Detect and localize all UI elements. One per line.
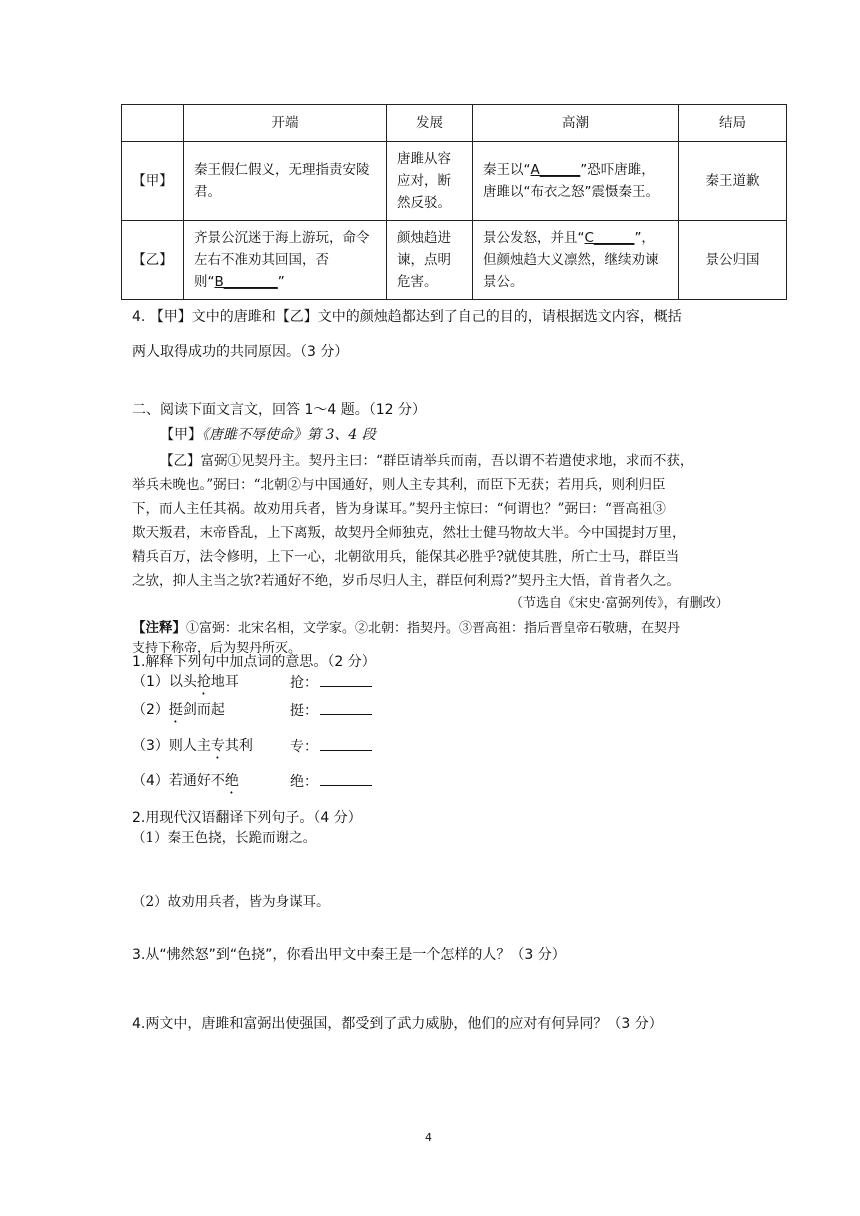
blank-b: B________ (214, 274, 278, 290)
question-1-title: 1.解释下列句中加点词的意思。（2 分） (132, 654, 376, 670)
header-cell-blank (122, 105, 184, 142)
q1-answer-1 (290, 672, 372, 693)
cell-development: 颜烛趋进谏，点明危害。 (387, 221, 473, 300)
item-number: （2） (132, 702, 169, 718)
blank-a: A______ (530, 162, 581, 178)
dotted-word: 绝 (224, 773, 239, 789)
passage-line: 举兵未晚也。”弼曰：“北朝②与中国通好，则人主专其利，而臣下无获；若用兵，则利归臣 (132, 477, 666, 493)
dotted-word: 挺 (168, 702, 183, 718)
cell-ending: 景公归国 (679, 221, 787, 300)
jia-label: 【甲】 (160, 427, 202, 443)
question-4: 4.两文中，唐雎和富弼出使强国，都受到了武力威胁，他们的应对有何异同？（3 分） (132, 1016, 663, 1032)
item-text-pre: 则人主 (168, 738, 211, 754)
row-label: 【乙】 (122, 221, 184, 300)
climax-text-a: 景公发怒，并且“ (483, 230, 585, 246)
cell-start (184, 221, 387, 300)
passage-line: 下，而人主任其祸。故劝用兵者，皆为身谋耳。”契丹主惊曰：“何谓也？”弼曰：“晋高祖③ (132, 501, 666, 517)
q1-item-3 (132, 736, 253, 762)
answer-blank[interactable] (320, 736, 372, 751)
item-text-post: 其利 (224, 738, 253, 754)
passage-line: 精兵百万，法令修明，上下一心，北朝欲用兵，能保其必胜乎?就使其胜，所亡士马，群臣当 (132, 549, 680, 565)
question-3: 3.从“怫然怒”到“色挠”，你看出甲文中秦王是一个怎样的人？（3 分） (132, 947, 566, 963)
header-cell-development: 发展 (387, 105, 473, 142)
cell-climax (473, 142, 679, 221)
q1-answer-2 (290, 700, 372, 721)
story-structure-table (121, 104, 787, 300)
cell-climax (473, 221, 679, 300)
answer-label: 专： (290, 739, 318, 755)
passage-yi (132, 449, 747, 593)
dotted-word: 抢 (196, 674, 211, 690)
climax-text-a: 秦王以“ (483, 162, 531, 178)
question-2-title: 2.用现代汉语翻译下列句子。（4 分） (132, 810, 362, 826)
q2-sentence-2: （2）故劝用兵者，皆为身谋耳。 (132, 894, 330, 910)
jia-text: 《唐雎不辱使命》第 3、4 段 (202, 427, 376, 443)
climax-text-b: ”，但颜烛趋大义凛然，继续劝谏景公。 (483, 230, 659, 290)
note-line1: ①富弼：北宋名相，文学家。②北朝：指契丹。③晋高祖：指后晋皇帝石敬瑭，在契丹 (186, 621, 681, 636)
table-header-row (122, 105, 787, 142)
climax-text-b: ”恐吓唐雎，唐雎以“布衣之怒”震慑秦王。 (483, 162, 659, 200)
passage-line: 之欤，抑人主当之欤?若通好不绝，岁币尽归人主，群臣何利焉?”契丹主大悟，首肯者久之。 (132, 573, 680, 589)
header-cell-ending: 结局 (679, 105, 787, 142)
row-label: 【甲】 (122, 142, 184, 221)
note-line2: 支持下称帝，后为契丹所灭。 (132, 641, 302, 656)
header-cell-start: 开端 (184, 105, 387, 142)
item-text-post: 地耳 (210, 674, 239, 690)
table-row (122, 221, 787, 300)
source-citation: （节选自《宋史·富弼列传》，有删改） (510, 596, 729, 611)
passage-line: 【乙】富弼①见契丹主。契丹主曰：“群臣请举兵而南，吾以谓不若遣使求地，求而不获， (160, 453, 694, 469)
item-number: （3） (132, 738, 169, 754)
q1-item-4 (132, 771, 239, 797)
cell-ending: 秦王道歉 (679, 142, 787, 221)
page-number: 4 (425, 1131, 432, 1144)
item-text-pre: 若通好不 (168, 773, 225, 789)
answer-blank[interactable] (320, 672, 372, 687)
cell-development: 唐雎从容应对，断然反驳。 (387, 142, 473, 221)
answer-label: 挺： (290, 703, 318, 719)
passage-jia (160, 425, 376, 445)
passage-line: 欺天叛君，末帝昏乱，上下离叛，故契丹全师独克，然壮士健马物故大半。今中国提封万里， (132, 525, 686, 541)
dotted-word: 专 (210, 738, 225, 754)
answer-label: 抢： (290, 675, 318, 691)
q1-answer-4 (290, 771, 372, 792)
start-text-a: 齐景公沉迷于海上游玩，命令左右不准劝其回国，否则“ (194, 230, 370, 290)
item-number: （4） (132, 773, 169, 789)
table-row (122, 142, 787, 221)
header-cell-climax: 高潮 (473, 105, 679, 142)
answer-blank[interactable] (320, 700, 372, 715)
note-label: 【注释】 (132, 620, 186, 636)
q2-sentence-1: （1）秦王色挠，长跪而谢之。 (132, 830, 317, 846)
start-text-b: ” (277, 274, 285, 290)
question-4-line1: 4. 【甲】文中的唐雎和【乙】文中的颜烛趋都达到了自己的目的，请根据选文内容，概括 (132, 309, 682, 325)
q1-item-2 (132, 700, 225, 726)
item-text-pre: 以头 (168, 674, 197, 690)
answer-blank[interactable] (320, 771, 372, 786)
cell-start: 秦王假仁假义，无理指责安陵君。 (184, 142, 387, 221)
answer-label: 绝： (290, 774, 318, 790)
item-text-post: 剑而起 (182, 702, 225, 718)
blank-c: C______ (584, 230, 635, 246)
q1-answer-3 (290, 736, 372, 757)
question-4-line2: 两人取得成功的共同原因。（3 分） (132, 344, 349, 360)
item-number: （1） (132, 674, 169, 690)
section-heading: 二、阅读下面文言文，回答 1～4 题。（12 分） (132, 402, 426, 418)
q1-item-1 (132, 672, 239, 698)
